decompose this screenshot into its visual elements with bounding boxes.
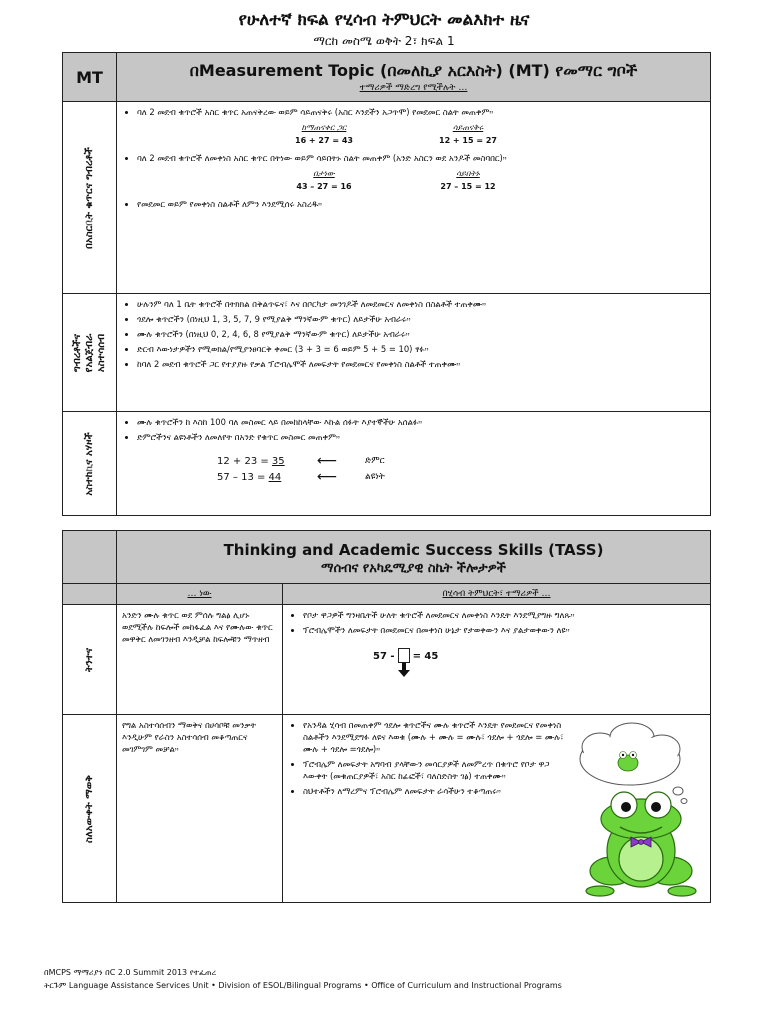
list-item: • ሁሉንም ባለ 1 ቤት ቁጥሮች በትክክል በቅልጥፍና፣ እና በቦርካታ መንገዶች ለመደመርና ለመቀነስ በስልቶች ተጠቀሙ።: [137, 298, 704, 310]
column-header-is: … ነው: [117, 584, 283, 605]
list-item: • ባለ 2 መደብ ቁጥሮች አስር ቁጥር አጠናቅረው ወይም ሳይጠናቅሩ (አስር እንደችን አጋጥሞ) የመደመር ስልት መጠቀም።: [137, 106, 704, 118]
equation-right: = 45: [412, 651, 439, 662]
list-item: • ፕሮብሌም ለመፍታት አግባብ ያላቸውን መሳርያዎች ለመምረጥ በቁጥሮ የቦታ ዋጋ እውቀት (መቁጠርያዎች፣ አስር ከፊፎች፣ ባለስድስት ገፅ) ተጠቀሙ።: [303, 758, 570, 782]
mt-row-label-cell: [63, 102, 117, 294]
mt-row-label: ግብረቶችና የአልጀብራ አስተሳሰብ: [71, 333, 107, 372]
difference-example: [217, 469, 710, 485]
mt-row-label: በአስርቢት ቁጥርና ግብረቶች: [83, 146, 95, 249]
measurement-topic-table: [62, 52, 711, 516]
tass-row-content: [283, 715, 711, 903]
example-label: ከማጠናቀር ጋር: [301, 123, 347, 132]
list-item: • የመደመር ወይም የመቀነስ ስልቶች ለምን እንደሚሰሩ አስረዱ።: [137, 198, 704, 210]
blank-box-icon: [398, 648, 410, 663]
list-item: • ድምሮችንና ልዩነቶችን ለመለየት በአንድ የቁጥር መስመር መጠቀም።: [137, 431, 704, 443]
tass-row-metacognition: [63, 715, 711, 903]
tass-corner: [63, 584, 117, 605]
page-subtitle: ማርከ መስሜ ወቅት 2፣ ክፍል 1: [313, 34, 455, 48]
mt-topic-subtitle: ተማሪዎች ማድረግ የሚችሉት …: [359, 83, 468, 93]
example-label: ሳይበትኑ: [456, 169, 480, 178]
example-label: በታነው: [313, 169, 335, 178]
mt-row-content: [117, 102, 711, 294]
example-equation: 16 + 27 = 43: [295, 136, 353, 145]
mt-topic-title: በMeasurement Topic (በመለኪያ አርእስት) (MT) የመማር ግቦች: [189, 61, 638, 80]
missing-number-equation: [373, 642, 710, 671]
list-item: • ሙሉ ቁጥሮችን ከ እስከ 100 ባለ መስመር ላይ በመከከላቸው እኩል ሰፉት እያተኞችሁ አሰልፉ።: [137, 416, 704, 428]
mt-row-label: አስተከኪና አሃዞች: [83, 431, 95, 496]
mt-row-algebraic: [63, 294, 711, 412]
equation-answer: 35: [271, 455, 285, 467]
equation-left: 57 -: [373, 651, 395, 662]
tass-description: አንድን ሙሉ ቁጥር ወደ ምሰሉ ግልፅ ሊሆኑ ወደሚችሉ ከፍሎች መከፋፈል እና የሙሉው ቁጥር መዋቅር ለመገንዘብ እንዲቻል ከፍሎቹን ማጥዘብ: [117, 605, 283, 715]
example-regroup: [279, 121, 369, 147]
term-label: ልዩነት: [365, 472, 385, 482]
list-item: • ስህተቶችን ለማረምና ፕሮብሌም ለመፍታት ራሳችሁን ተቆጣጠሩ።: [303, 785, 570, 797]
tass-title-am: ማሰብና የአካዴሚያዊ ስኬት ችሎታዎች: [321, 561, 506, 576]
arrow-left-icon: ⟵: [317, 469, 338, 485]
example-decompose: [279, 167, 369, 193]
tass-row-analysis: [63, 605, 711, 715]
thinking-frog-icon: [570, 719, 706, 899]
column-header-students: በሂሳብ ትምህርት፣ ተማሪዎች …: [283, 584, 711, 605]
tass-row-label-cell: [63, 715, 117, 903]
unknown-box: [395, 648, 413, 677]
list-item: • የቦታ ዋጋዎች ግንዛቤትች ሁለት ቁጥሮች ለመደመርና ለመቀነስ እንዴት እንደሚያግዙ ግለጹ።: [303, 609, 704, 621]
list-item: • ሙሉ ቁጥሮችን (በነዚህ 0, 2, 4, 6, 8 የሚያልቅ ማንኛውም ቁጥር) ለይታችሁ አብራሩ።: [137, 328, 704, 340]
tass-row-label: ስለአውቀት ማወቅ: [83, 774, 95, 843]
mt-row-content: [117, 412, 711, 516]
list-item: • ባለ 2 መደብ ቁጥሮች ለመቀነስ አስር ቁጥር በትነው ወይም ሳይበትኑ ስልት መጠቀም (አንድ አስርን ወደ አንዶች መስባበር)።: [137, 152, 704, 164]
mt-row-content: [117, 294, 711, 412]
equation-text: 12 + 23 =: [217, 455, 272, 467]
tass-corner: [63, 531, 117, 584]
list-item: • የአንዳል ሂሳብ በመጠቀም ጎደሎ ቁጥሮችና ሙሉ ቁጥሮች እንዴት የመደመርና የመቀነስ ስልቶችን እንደሚደግፉ ለዩና እወቁ (ሙሉ + ሙሉ = ሙሉ፣ ጎደሎ + ጎደሎ = ሙሉ፣ ሙሉ + ጎደሎ =ጎደሎ)።: [303, 719, 570, 755]
list-item: • ጎደሎ ቁጥሮችን (በነዚህ 1, 3, 5, 7, 9 የሚያልቅ ማንኛውም ቁጥር) ለይታችሁ አብራሩ።: [137, 313, 704, 325]
equation-answer: 44: [268, 471, 282, 483]
list-item: • ከባለ 2 መደብ ቁጥሮች ጋር የተያያዙ የቃል ፕሮብሌሞች ለመፍታት የመደመርና የመቀነስ ስልቶች ተጠቀሙ።: [137, 358, 704, 370]
example-no-decompose: [423, 167, 513, 193]
example-equation: 27 – 15 = 12: [440, 182, 496, 191]
mt-row-label-cell: [63, 412, 117, 516]
equation-text: 57 – 13 =: [217, 471, 269, 483]
example-no-regroup: [423, 121, 513, 147]
tass-row-content: [283, 605, 711, 715]
mt-row-label-cell: [63, 294, 117, 412]
mt-row-base-ten: [63, 102, 711, 294]
example-label: ሳይጠናቅሩ: [452, 123, 484, 132]
footer-credit: በMCPS ማማሪያን በC 2.0 Summit 2013 የተፈጠረ: [44, 968, 217, 977]
tass-title: Thinking and Academic Success Skills (TASS): [223, 541, 604, 559]
footer-translation-credit: ትርጉም Language Assistance Services Unit • Division of ESOL/Bilingual Programs • Office of Curriculum and Instructional Programs: [44, 981, 562, 990]
mt-topic-header: [117, 53, 711, 102]
example-equation: 12 + 15 = 27: [439, 136, 497, 145]
tass-table: [62, 530, 711, 903]
subtraction-examples: [137, 167, 704, 193]
sum-difference-examples: [217, 453, 710, 485]
page-title: የሁለተኛ ክፍል የሂሳብ ትምህርት መልእክተ ዜና: [238, 10, 530, 30]
arrow-left-icon: ⟵: [317, 453, 338, 469]
mt-row-number-line: [63, 412, 711, 516]
tass-row-label-cell: [63, 605, 117, 715]
example-equation: 43 – 27 = 16: [296, 182, 352, 191]
addition-examples: [137, 121, 704, 147]
arrow-down-icon: [398, 663, 410, 677]
mt-label: MT: [63, 53, 117, 102]
tass-row-label: ትንተና: [83, 647, 95, 672]
list-item: • ፕሮብሌሞችን ለመፍታት በመደመርና በመቀነስ ሁኔታ የታወቀውን እና ያልታወቀውን ለዩ።: [303, 624, 704, 636]
list-item: • ድርብ እውነታዎችን የሚወክል/የሚያንፀባርቅ ቀመር (3 + 3 = 6 ወይም 5 + 5 = 10) ፃፉ።: [137, 343, 704, 355]
term-label: ድምር: [365, 456, 385, 466]
tass-description: የግል አስተሳሰብን ማወቅና በሀሳቦቹ መንቃት እንዲሁም የራስን አስተሳሰብ መቆጣጠርና መገምገም መቻል።: [117, 715, 283, 903]
tass-header: [117, 531, 711, 584]
sum-example: [217, 453, 710, 469]
